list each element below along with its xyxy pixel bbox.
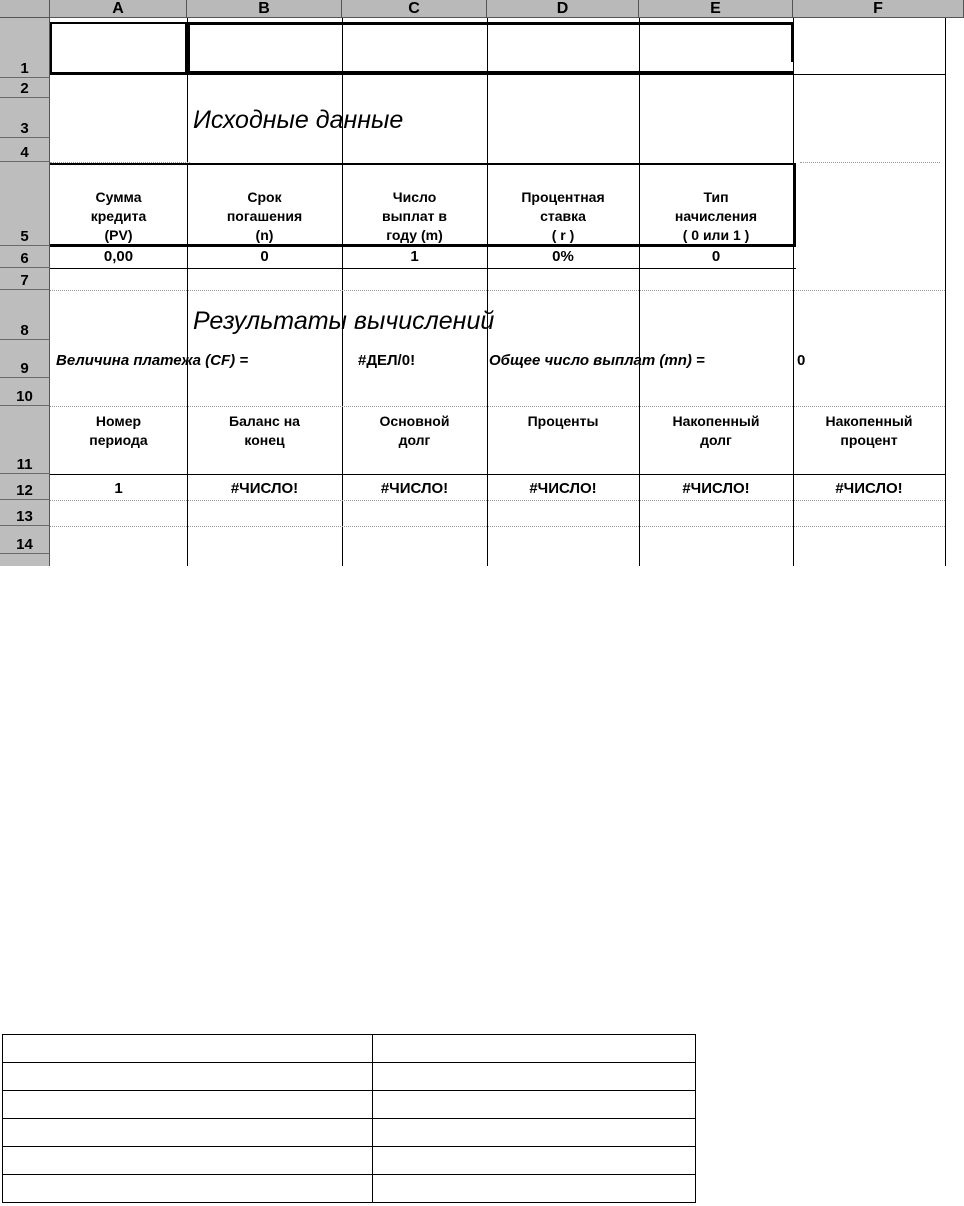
header-line: конец [244,432,285,448]
table-cell [3,1175,373,1203]
row-header-12[interactable]: 12 [0,474,50,500]
header-line: Тип [703,189,729,205]
result-interest[interactable]: #ЧИСЛО! [529,480,597,497]
column-header-f[interactable]: F [793,0,964,18]
column-header-c[interactable]: C [342,0,487,18]
row-border [50,246,796,247]
payment-label: Величина платежа (CF) = [56,352,249,369]
value-interest-rate[interactable]: 0% [552,248,574,265]
header-principal[interactable] [342,408,487,472]
result-end-balance[interactable]: #ЧИСЛО! [230,480,299,497]
table-row [3,1175,696,1203]
header-accrual-type[interactable] [639,165,793,245]
table-cell [3,1147,373,1175]
result-accumulated-debt[interactable]: #ЧИСЛО! [682,480,750,497]
result-period-number[interactable]: 1 [114,480,123,497]
row-header-7[interactable]: 7 [0,268,50,290]
table-row [3,1035,696,1063]
table-cell [373,1175,696,1203]
header-line: выплат в [381,208,448,224]
header-line: процент [840,432,898,448]
header-line: ( r ) [551,227,575,243]
header-term[interactable] [187,165,342,245]
column-header-b[interactable]: B [187,0,342,18]
cell-range-b1-e1[interactable] [187,22,793,74]
header-line: погашения [226,208,303,224]
header-end-balance[interactable] [187,408,342,472]
row-border [50,74,945,75]
empty-table-body [3,1035,696,1203]
row-header-2[interactable]: 2 [0,78,50,98]
table-cell [3,1119,373,1147]
header-line: Основной [379,413,450,429]
table-cell [373,1119,696,1147]
result-principal[interactable]: #ЧИСЛО! [380,480,449,497]
input-section-title: Исходные данные [193,106,404,134]
column-header-d[interactable]: D [487,0,639,18]
table-row [3,1091,696,1119]
gridline [50,406,945,407]
value-loan-amount[interactable]: 0,00 [103,248,134,265]
header-line: ( 0 или 1 ) [682,227,750,243]
header-line: Баланс на [229,413,300,429]
header-line: Номер [95,413,142,429]
header-line: Накопенный [672,413,760,429]
row-header-4[interactable]: 4 [0,138,50,162]
total-payments-label: Общее число выплат (mn) = [489,352,705,369]
header-interest-rate[interactable] [487,165,639,245]
header-accumulated-interest[interactable] [793,408,945,472]
gridline [945,18,946,566]
row-border [50,268,796,269]
table-row [3,1063,696,1091]
header-line: долг [700,432,732,448]
row-header-11[interactable]: 11 [0,406,50,474]
row-header-3[interactable]: 3 [0,98,50,138]
table-cell [373,1035,696,1063]
border-mark [791,22,794,62]
header-line: Проценты [527,413,599,429]
header-line: Число [392,189,437,205]
header-period-number[interactable] [50,408,187,472]
header-line: периода [89,432,148,448]
header-accumulated-debt[interactable] [639,408,793,472]
table-cell [3,1035,373,1063]
total-payments-value[interactable]: 0 [797,352,806,369]
header-payments-per-year[interactable] [342,165,487,245]
table-row [3,1119,696,1147]
header-line: году (m) [386,227,443,243]
column-header-a[interactable]: A [50,0,187,18]
header-loan-amount[interactable] [50,165,187,245]
row-header-8[interactable]: 8 [0,290,50,340]
results-section-title: Результаты вычислений [193,307,495,335]
cell-a1[interactable] [50,22,187,74]
row-header-13[interactable]: 13 [0,500,50,526]
header-line: Процентная [521,189,605,205]
table-cell [3,1091,373,1119]
value-payments-per-year[interactable]: 1 [410,248,419,265]
select-all-corner[interactable] [0,0,50,18]
table-row [3,1147,696,1175]
header-line: долг [398,432,431,448]
gridline [800,162,940,163]
gridline [50,526,945,527]
empty-table [2,1034,696,1203]
header-line: начисления [674,208,758,224]
spreadsheet [0,0,964,566]
header-line: (PV) [104,227,133,243]
row-header-9[interactable]: 9 [0,340,50,378]
row-header-1[interactable]: 1 [0,18,50,78]
gridline [50,500,945,501]
header-line: (n) [255,227,274,243]
header-interest[interactable] [487,408,639,472]
table-cell [373,1063,696,1091]
payment-value[interactable]: #ДЕЛ/0! [358,352,416,369]
column-header-e[interactable]: E [639,0,793,18]
header-line: Срок [247,189,282,205]
value-term[interactable]: 0 [260,248,269,265]
row-header-15-partial [0,554,50,566]
table-cell [3,1063,373,1091]
gridline [50,290,945,291]
header-line: ставка [540,208,586,224]
row-header-14[interactable]: 14 [0,526,50,554]
row-header-10[interactable]: 10 [0,378,50,406]
header-line: Сумма [95,189,142,205]
header-line: кредита [90,208,147,224]
table-cell [373,1091,696,1119]
row-header-5[interactable]: 5 [0,162,50,246]
header-line: Накопенный [825,413,913,429]
result-accumulated-interest[interactable]: #ЧИСЛО! [835,480,903,497]
row-border [50,474,945,475]
row-header-6[interactable]: 6 [0,246,50,268]
value-accrual-type[interactable]: 0 [711,248,721,265]
table-cell [373,1147,696,1175]
